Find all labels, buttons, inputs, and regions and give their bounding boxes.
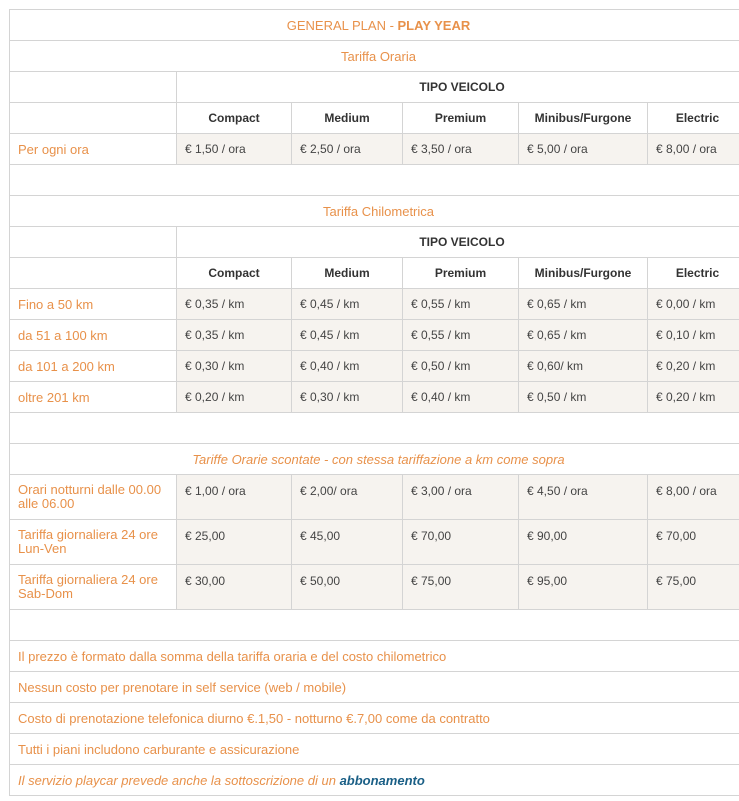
price-cell: € 0,65 / km: [519, 289, 648, 320]
pricing-table: [9, 9, 739, 796]
row-label: Tariffa giornaliera 24 ore Lun-Ven: [10, 520, 177, 565]
price-cell: € 2,50 / ora: [292, 134, 403, 165]
price-cell: € 30,00: [177, 565, 292, 610]
price-cell: € 70,00: [648, 520, 739, 565]
price-cell: € 0,40 / km: [403, 382, 519, 413]
price-cell: € 0,45 / km: [292, 320, 403, 351]
price-cell: € 0,65 / km: [519, 320, 648, 351]
table-row: [10, 351, 739, 382]
price-cell: € 70,00: [403, 520, 519, 565]
price-cell: € 0,50 / km: [403, 351, 519, 382]
vehicle-type-header: TIPO VEICOLO: [177, 227, 739, 258]
note-row: [10, 641, 739, 672]
spacer-row: [10, 413, 739, 444]
table-row: [10, 320, 739, 351]
price-cell: € 1,50 / ora: [177, 134, 292, 165]
price-cell: € 1,00 / ora: [177, 475, 292, 520]
plan-title: [10, 10, 739, 41]
column-header: Medium: [292, 258, 403, 289]
price-cell: € 5,00 / ora: [519, 134, 648, 165]
price-cell: € 0,35 / km: [177, 320, 292, 351]
price-cell: € 8,00 / ora: [648, 475, 739, 520]
price-cell: € 50,00: [292, 565, 403, 610]
hourly-heading: Tariffa Oraria: [10, 41, 739, 72]
row-label: Per ogni ora: [10, 134, 177, 165]
plan-title-accent: PLAY YEAR: [397, 17, 471, 33]
km-heading-row: [10, 196, 739, 227]
plan-title-prefix: GENERAL PLAN -: [286, 17, 398, 33]
empty-cell: [10, 103, 177, 134]
price-cell: € 95,00: [519, 565, 648, 610]
title-row: [10, 10, 739, 41]
price-cell: € 3,00 / ora: [403, 475, 519, 520]
column-header: Premium: [403, 258, 519, 289]
hourly-vehicle-row: [10, 72, 739, 103]
price-cell: € 90,00: [519, 520, 648, 565]
price-cell: € 0,20 / km: [177, 382, 292, 413]
note-text: Tutti i piani includono carburante e assicurazione: [10, 734, 739, 765]
discounted-heading-row: [10, 444, 739, 475]
price-cell: € 0,55 / km: [403, 289, 519, 320]
km-columns-row: [10, 258, 739, 289]
note-text: Nessun costo per prenotare in self service (web / mobile): [10, 672, 739, 703]
price-cell: € 0,45 / km: [292, 289, 403, 320]
note-row: [10, 734, 739, 765]
price-cell: € 0,55 / km: [403, 320, 519, 351]
table-row: [10, 289, 739, 320]
empty-cell: [10, 227, 177, 258]
row-label: da 51 a 100 km: [10, 320, 177, 351]
table-row: [10, 475, 739, 520]
price-cell: € 0,10 / km: [648, 320, 739, 351]
hourly-heading-row: [10, 41, 739, 72]
subscription-link[interactable]: abbonamento: [339, 772, 425, 788]
km-vehicle-row: [10, 227, 739, 258]
price-cell: € 4,50 / ora: [519, 475, 648, 520]
hourly-columns-row: [10, 103, 739, 134]
spacer: [10, 413, 739, 444]
empty-cell: [10, 258, 177, 289]
column-header: Minibus/Furgone: [519, 258, 648, 289]
price-cell: € 45,00: [292, 520, 403, 565]
note-row: [10, 703, 739, 734]
table-row: [10, 382, 739, 413]
note-text: Costo di prenotazione telefonica diurno €.1,50 - notturno €.7,00 come da contratto: [10, 703, 739, 734]
spacer-row: [10, 165, 739, 196]
price-cell: € 0,20 / km: [648, 382, 739, 413]
note-text: Il prezzo è formato dalla somma della tariffa oraria e del costo chilometrico: [10, 641, 739, 672]
footer-text: Il servizio playcar prevede anche la sottoscrizione di un: [18, 772, 340, 788]
column-header: Minibus/Furgone: [519, 103, 648, 134]
price-cell: € 8,00 / ora: [648, 134, 739, 165]
price-cell: € 25,00: [177, 520, 292, 565]
price-cell: € 0,60/ km: [519, 351, 648, 382]
footer-note: [10, 765, 739, 796]
discounted-heading: Tariffe Orarie scontate - con stessa tariffazione a km come sopra: [10, 444, 739, 475]
column-header: Electric: [648, 103, 739, 134]
row-label: oltre 201 km: [10, 382, 177, 413]
spacer: [10, 165, 739, 196]
price-cell: € 75,00: [403, 565, 519, 610]
row-label: Fino a 50 km: [10, 289, 177, 320]
price-cell: € 0,50 / km: [519, 382, 648, 413]
table-row: [10, 520, 739, 565]
price-cell: € 0,30 / km: [177, 351, 292, 382]
price-cell: € 3,50 / ora: [403, 134, 519, 165]
km-heading: Tariffa Chilometrica: [10, 196, 739, 227]
price-cell: € 0,35 / km: [177, 289, 292, 320]
price-cell: € 0,20 / km: [648, 351, 739, 382]
spacer: [10, 610, 739, 641]
price-cell: € 75,00: [648, 565, 739, 610]
column-header: Electric: [648, 258, 739, 289]
table-row: [10, 134, 739, 165]
empty-cell: [10, 72, 177, 103]
footer-row: [10, 765, 739, 796]
column-header: Compact: [177, 103, 292, 134]
price-cell: € 0,40 / km: [292, 351, 403, 382]
row-label: Orari notturni dalle 00.00 alle 06.00: [10, 475, 177, 520]
table-row: [10, 565, 739, 610]
price-cell: € 0,30 / km: [292, 382, 403, 413]
spacer-row: [10, 610, 739, 641]
price-cell: € 0,00 / km: [648, 289, 739, 320]
vehicle-type-header: TIPO VEICOLO: [177, 72, 739, 103]
column-header: Compact: [177, 258, 292, 289]
column-header: Medium: [292, 103, 403, 134]
price-cell: € 2,00/ ora: [292, 475, 403, 520]
column-header: Premium: [403, 103, 519, 134]
note-row: [10, 672, 739, 703]
row-label: da 101 a 200 km: [10, 351, 177, 382]
row-label: Tariffa giornaliera 24 ore Sab-Dom: [10, 565, 177, 610]
